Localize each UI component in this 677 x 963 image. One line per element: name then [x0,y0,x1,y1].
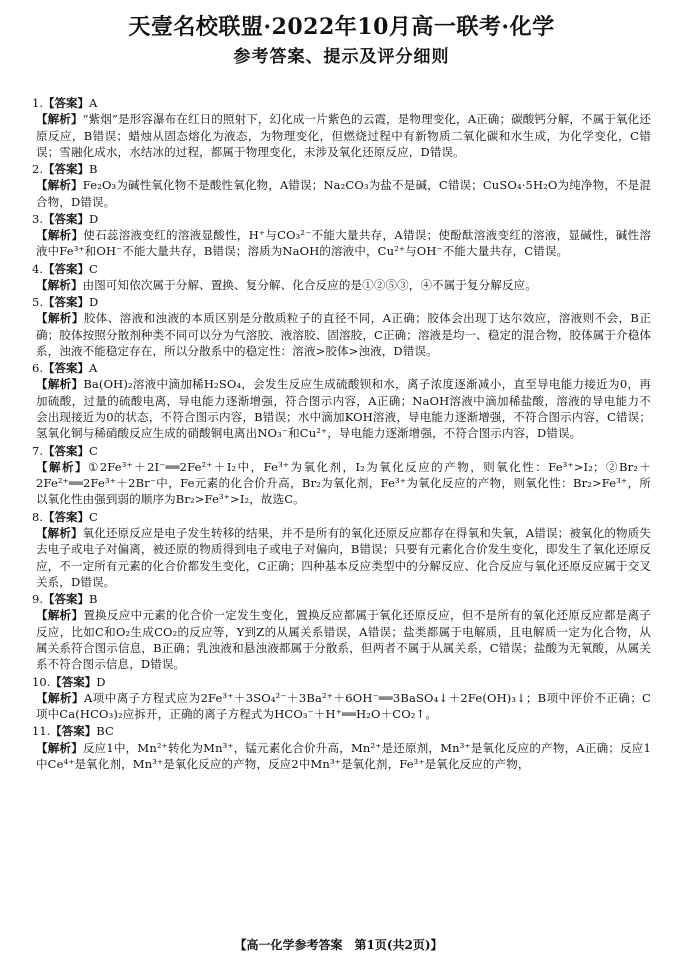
analysis-text: 置换反应中元素的化合价一定发生变化，置换反应都属于氧化还原反应，但不是所有的氧化还原反应都是离子反应，比如C和O₂生成CO₂的反应等，Y到Z的从属关系错误，A错误；盐类都属于电解质，且电解质一定为化合物，从属关系符合图示信息，B正确；乳浊液和悬浊液都属于分散系，但两者不属于从属关系，C错误；盐酸为无氧酸，从属关系不符合图示信息，D错误。 [36,608,651,672]
analysis-tag: 【解析】 [36,178,83,193]
question-number: 6. [32,361,43,376]
analysis-text: 氧化还原反应是电子发生转移的结果，并不是所有的氧化还原反应都存在得氧和失氧，A错误；被氧化的物质失去电子或电子对偏离，被还原的物质得到电子或电子对偏向，B错误；只要有元素化合价发生变化，即发生了氧化还原反应，不一定所有元素的化合价都发生变化，C正确；四种基本反应类型中的分解反应、化合反应与氧化还原反应属于交叉关系，D错误。 [36,525,651,589]
question-number: 8. [32,509,43,524]
page-footer: 【高一化学参考答案 第1页(共2页)】 [234,938,443,952]
question-answer-line [32,295,651,310]
analysis-text: Fe₂O₃为碱性氧化物不是酸性氧化物，A错误；Na₂CO₃为盐不是碱，C错误；CuSO₄·5H₂O为纯净物，不是混合物，D错误。 [36,178,651,209]
answer-value: A [88,361,98,376]
answer-tag: 【答案】 [42,162,89,177]
analysis-text: 胶体、溶液和浊液的本质区别是分散质粒子的直径不同，A正确；胶体会出现丁达尔效应，溶液则不会，B正确；胶体按照分散剂种类不同可以分为气溶胶、液溶胶、固溶胶，C正确；溶液是均一、稳定的混合物，胶体属于介稳体系，浊液不能稳定存在，所以分散系中的稳定性：溶液>胶体>浊液，D错误。 [36,311,651,358]
answer-value: A [88,96,98,110]
answer-tag: 【答案】 [50,724,97,739]
analysis-text: “紫烟”是形容瀑布在红日的照射下，幻化成一片紫色的云霞，是物理变化，A正确；碳酸钙分解，不属于氧化还原反应，B错误；蜡烛从固态熔化为液态，为物理变化，但燃烧过程中有新物质二氧化碳和水生成，为化学变化，C错误；雪融化成水，水结冰的过程，都属于物理变化，未涉及氧化还原反应，D错误。 [36,112,651,159]
answer-tag: 【答案】 [42,443,89,458]
analysis-paragraph [32,740,651,773]
answer-value: B [88,162,98,177]
analysis-tag: 【解析】 [36,459,89,474]
analysis-tag: 【解析】 [36,608,84,623]
answer-tag: 【答案】 [42,295,89,310]
analysis-text: 反应1中，Mn²⁺转化为Mn³⁺，锰元素化合价升高，Mn²⁺是还原剂，Mn³⁺是氧化反应的产物，A正确；反应1中Ce⁴⁺是氧化剂，Mn³⁺是氧化反应的产物，反应2中Mn³⁺是氧化剂，Fe³⁺是氧化反应的产物， [36,740,651,771]
answer-value: D [88,295,99,310]
analysis-paragraph [32,376,651,441]
analysis-text: 由图可知依次属于分解、置换、复分解、化合反应的是①②⑤③，④不属于复分解反应。 [82,277,537,292]
answer-tag: 【答案】 [42,261,89,276]
analysis-text: Ba(OH)₂溶液中滴加稀H₂SO₄，会发生反应生成硫酸钡和水，离子浓度逐渐减小，直至导电能力接近为0，再加硫酸，过量的硫酸电离，导电能力逐渐增强，符合图示内容，A正确；NaOH溶液中滴加稀盐酸，溶液的导电能力不会出现接近为0的状态，不符合图示内容，B错误；水中滴加KOH溶液，导电能力逐渐增强，不符合图示内容，C错误；氢氧化铜与稀硝酸反应生成的硝酸铜电离出NO₃⁻和Cu²⁺，导电能力逐渐增强，不符合图示内容，D错误。 [36,377,651,441]
question-number: 4. [32,261,43,276]
question-answer-line [32,162,651,177]
analysis-paragraph [32,177,651,210]
answer-tag: 【答案】 [50,674,97,689]
analysis-tag: 【解析】 [36,525,83,540]
question-number: 5. [32,295,43,310]
question-answer-line [32,675,651,690]
analysis-tag: 【解析】 [36,377,84,392]
page-title: 天壹名校联盟·2022年10月高一联考·化学 [128,14,555,40]
question-answer-line [32,361,651,376]
question-number: 10. [32,674,51,689]
answer-tag: 【答案】 [42,211,89,226]
question-number: 3. [32,211,43,226]
analysis-paragraph [32,277,651,293]
question-answer-line [32,510,651,525]
analysis-paragraph [32,111,651,160]
answer-value: C [88,261,98,276]
analysis-paragraph [32,227,651,260]
analysis-tag: 【解析】 [36,740,83,755]
analysis-text: ①2Fe³⁺＋2I⁻══2Fe²⁺＋I₂中，Fe³⁺为氧化剂，I₂为氧化反应的产物，则氧化性：Fe³⁺>I₂；②Br₂＋2Fe²⁺══2Fe³⁺＋2Br⁻中，Fe元素的化合价升高，Br₂为氧化剂，Fe³⁺为氧化反应的产物，则氧化性：Br₂>Fe³⁺，所以氧化性由强到弱的顺序为Br₂>Fe³⁺>I₂，故选C。 [36,459,651,507]
question-answer-line [32,444,651,459]
answer-value: D [96,674,106,689]
analysis-tag: 【解析】 [36,228,84,243]
analysis-paragraph [32,690,651,723]
analysis-tag: 【解析】 [36,311,84,326]
answer-value: C [88,509,98,524]
analysis-tag: 【解析】 [36,277,83,292]
analysis-paragraph [32,607,651,672]
analysis-tag: 【解析】 [36,690,84,705]
question-answer-line [32,592,651,607]
question-answer-line [32,212,651,227]
answer-tag: 【答案】 [42,592,89,607]
question-list [32,96,651,772]
answer-tag: 【答案】 [42,96,89,110]
answer-value: C [88,443,98,458]
analysis-text: 使石蕊溶液变红的溶液显酸性，H⁺与CO₃²⁻不能大量共存，A错误；使酚酞溶液变红的溶液，显碱性，碱性溶液中Fe³⁺和OH⁻不能大量共存，B错误；溶质为NaOH的溶液中，Cu²⁺与OH⁻不能大量共存，C错误。 [36,228,651,259]
question-answer-line [32,724,651,739]
answer-value: B [88,592,98,607]
analysis-paragraph [32,310,651,359]
analysis-paragraph [32,459,651,508]
question-answer-line [32,96,651,111]
question-number: 7. [32,443,43,458]
analysis-text: A项中离子方程式应为2Fe³⁺＋3SO₄²⁻＋3Ba²⁺＋6OH⁻══3BaSO₄↓＋2Fe(OH)₃↓；B项中评价不正确；C项中Ca(HCO₃)₂应拆开，正确的离子方程式为HCO₃⁻＋H⁺══H₂O＋CO₂↑。 [36,690,651,722]
analysis-tag: 【解析】 [36,112,83,127]
answer-value: BC [96,724,114,739]
answer-tag: 【答案】 [42,509,89,524]
answer-value: D [88,211,99,226]
question-answer-line [32,262,651,277]
answer-tag: 【答案】 [42,361,89,376]
analysis-paragraph [32,525,651,590]
question-number: 2. [32,162,43,177]
question-number: 1. [32,96,43,110]
question-number: 11. [32,724,51,739]
question-number: 9. [32,592,43,607]
page-subtitle: 参考答案、提示及评分细则 [233,47,450,67]
